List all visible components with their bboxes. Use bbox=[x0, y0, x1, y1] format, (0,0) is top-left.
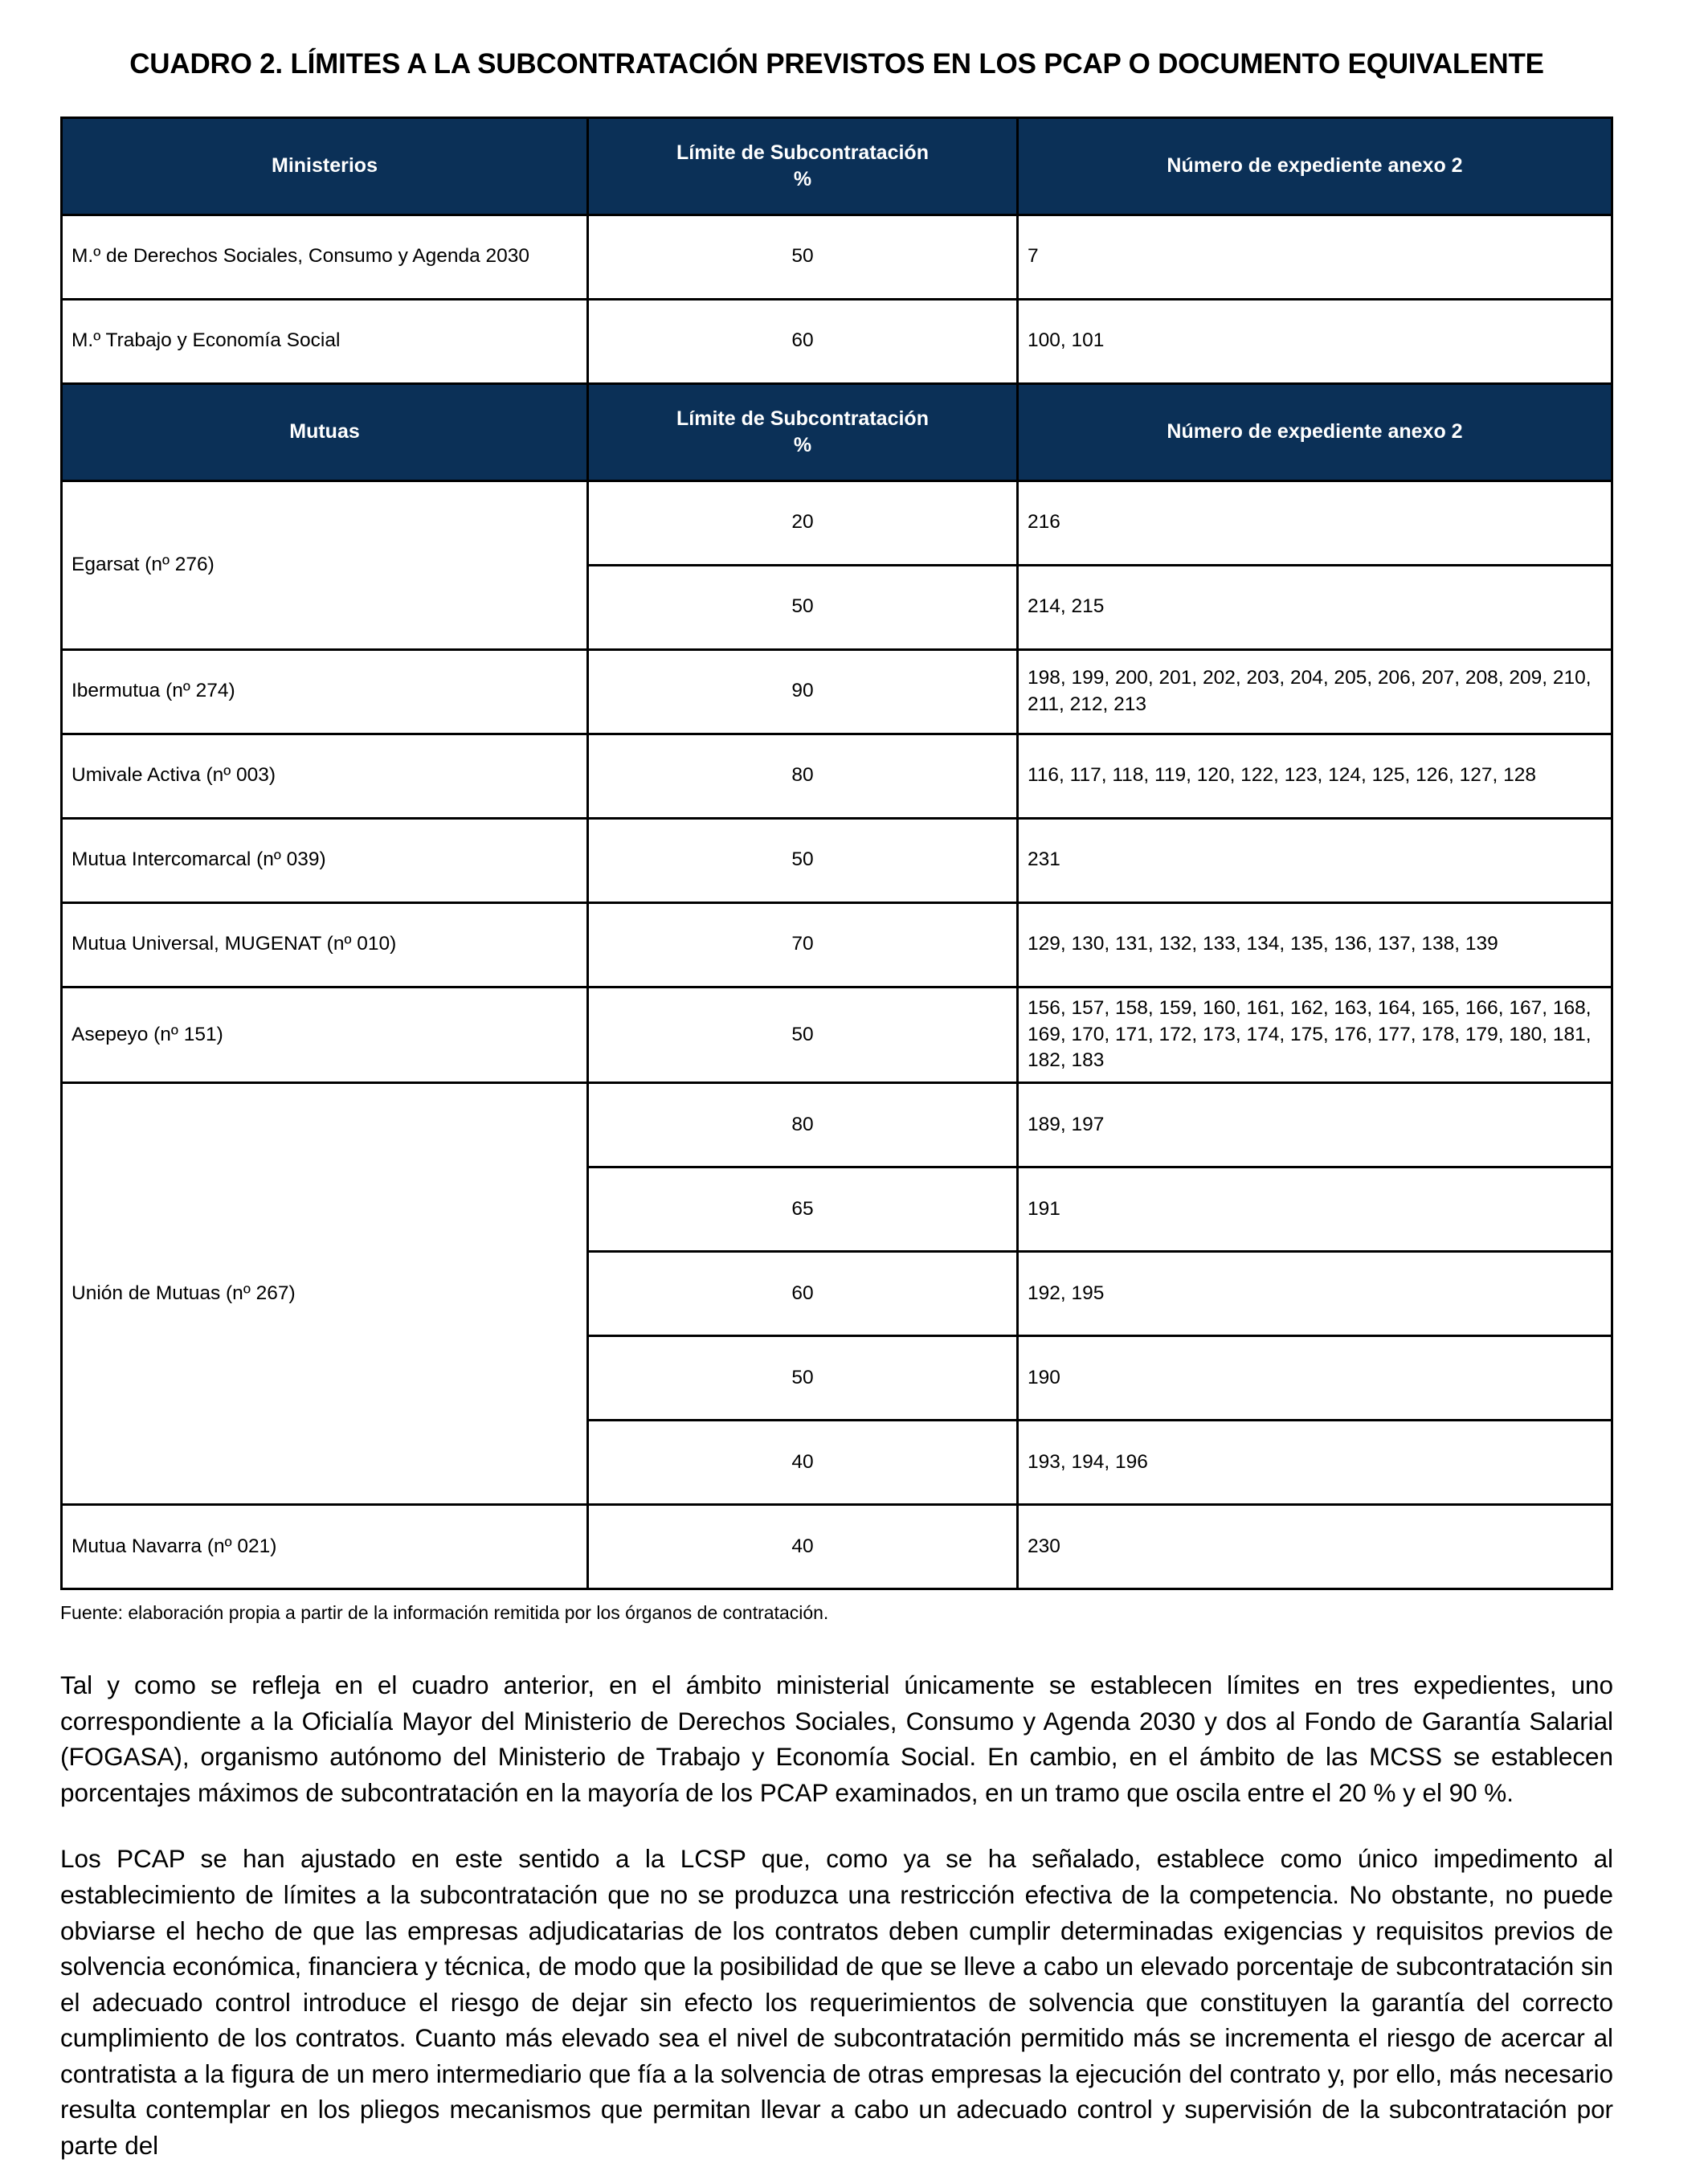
mutua-limite-cell: 80 bbox=[588, 734, 1018, 818]
header-row-ministerios bbox=[62, 117, 1612, 215]
body-paragraph: Tal y como se refleja en el cuadro anterior, en el ámbito ministerial únicamente se establecen límites en tres expedientes, uno correspondiente a la Oficialía Mayor del Ministerio de Derechos Sociales, Consumo y Agenda 2030 y dos al Fondo de Garantía Salarial (FOGASA), organismo autónomo del Ministerio de Trabajo y Economía Social. En cambio, en el ámbito de las MCSS se establecen porcentajes máximos de subcontratación en la mayoría de los PCAP examinados, en un tramo que oscila entre el 20 % y el 90 %. bbox=[60, 1670, 1613, 1807]
mutua-expediente-cell: 189, 197 bbox=[1018, 1083, 1612, 1167]
ministerio-limite-cell: 60 bbox=[588, 299, 1018, 383]
mutua-expediente-cell: 193, 194, 196 bbox=[1018, 1421, 1612, 1505]
mutua-expediente-cell: 231 bbox=[1018, 818, 1612, 902]
ministerio-expediente-cell: 7 bbox=[1018, 215, 1612, 299]
table-row bbox=[62, 734, 1612, 818]
column-header-limite-label: Límite de Subcontratación bbox=[676, 407, 929, 430]
column-header-expediente-mutuas: Número de expediente anexo 2 bbox=[1018, 383, 1612, 480]
column-header-limite-percent: % bbox=[793, 433, 812, 456]
mutua-limite-cell: 60 bbox=[588, 1252, 1018, 1336]
mutua-limite-cell: 65 bbox=[588, 1167, 1018, 1252]
mutua-name-cell: Mutua Intercomarcal (nº 039) bbox=[62, 818, 588, 902]
table-row bbox=[62, 649, 1612, 734]
page-title: CUADRO 2. LÍMITES A LA SUBCONTRATACIÓN PREVISTOS EN LOS PCAP O DOCUMENTO EQUIVALENTE bbox=[129, 48, 1544, 80]
mutua-limite-cell: 40 bbox=[588, 1505, 1018, 1589]
mutua-expediente-cell: 191 bbox=[1018, 1167, 1612, 1252]
table-container bbox=[60, 117, 1613, 1625]
table-row bbox=[62, 1505, 1612, 1589]
ministerio-expediente-cell: 100, 101 bbox=[1018, 299, 1612, 383]
mutua-expediente-cell: 198, 199, 200, 201, 202, 203, 204, 205, 206, 207, 208, 209, 210, 211, 212, 213 bbox=[1018, 649, 1612, 734]
table-row bbox=[62, 299, 1612, 383]
column-header-limite-percent: % bbox=[793, 167, 812, 190]
table-row bbox=[62, 480, 1612, 565]
mutua-expediente-cell: 190 bbox=[1018, 1336, 1612, 1421]
mutua-name-cell: Mutua Universal, MUGENAT (nº 010) bbox=[62, 902, 588, 987]
mutua-limite-cell: 70 bbox=[588, 902, 1018, 987]
mutua-expediente-cell: 156, 157, 158, 159, 160, 161, 162, 163, 164, 165, 166, 167, 168, 169, 170, 171, 172, 173, 174, 175, 176, 177, 178, 179, 180, 181, 182, 183 bbox=[1018, 987, 1612, 1082]
table-header-ministerios bbox=[62, 117, 1612, 215]
column-header-limite-label: Límite de Subcontratación bbox=[676, 141, 929, 164]
table-row bbox=[62, 987, 1612, 1082]
column-header-limite-ministerios bbox=[588, 117, 1018, 215]
mutua-expediente-cell: 216 bbox=[1018, 480, 1612, 565]
table-row bbox=[62, 818, 1612, 902]
ministerio-limite-cell: 50 bbox=[588, 215, 1018, 299]
mutua-limite-cell: 40 bbox=[588, 1421, 1018, 1505]
mutua-limite-cell: 90 bbox=[588, 649, 1018, 734]
column-header-expediente-ministerios: Número de expediente anexo 2 bbox=[1018, 117, 1612, 215]
column-header-ministerios: Ministerios bbox=[62, 117, 588, 215]
mutua-expediente-cell: 129, 130, 131, 132, 133, 134, 135, 136, 137, 138, 139 bbox=[1018, 902, 1612, 987]
subcontracting-limits-table bbox=[60, 117, 1613, 1590]
table-body bbox=[62, 215, 1612, 1589]
mutua-name-cell: Unión de Mutuas (nº 267) bbox=[62, 1083, 588, 1505]
header-row-mutuas bbox=[62, 383, 1612, 480]
column-header-limite-mutuas bbox=[588, 383, 1018, 480]
mutua-limite-cell: 50 bbox=[588, 818, 1018, 902]
mutua-limite-cell: 80 bbox=[588, 1083, 1018, 1167]
mutua-expediente-cell: 214, 215 bbox=[1018, 565, 1612, 649]
mutua-limite-cell: 20 bbox=[588, 480, 1018, 565]
table-row bbox=[62, 1083, 1612, 1167]
column-header-mutuas: Mutuas bbox=[62, 383, 588, 480]
mutua-name-cell: Mutua Navarra (nº 021) bbox=[62, 1505, 588, 1589]
mutua-expediente-cell: 116, 117, 118, 119, 120, 122, 123, 124, 125, 126, 127, 128 bbox=[1018, 734, 1612, 818]
mutua-name-cell: Asepeyo (nº 151) bbox=[62, 987, 588, 1082]
mutua-expediente-cell: 192, 195 bbox=[1018, 1252, 1612, 1336]
ministerio-name-cell: M.º Trabajo y Economía Social bbox=[62, 299, 588, 383]
source-note: Fuente: elaboración propia a partir de la información remitida por los órganos de contratación. bbox=[60, 1602, 829, 1624]
mutua-name-cell: Umivale Activa (nº 003) bbox=[62, 734, 588, 818]
body-paragraph: Los PCAP se han ajustado en este sentido a la LCSP que, como ya se ha señalado, establece como único impedimento al establecimiento de límites a la subcontratación que no se produzca una restricción efectiva de la competencia. No obstante, no puede obviarse el hecho de que las empresas adjudicatarias de los contratos deben cumplir determinadas exigencias y requisitos previos de solvencia económica, financiera y técnica, de modo que la posibilidad de que se lleve a cabo un elevado porcentaje de subcontratación sin el adecuado control introduce el riesgo de dejar sin efecto los requerimientos de solvencia que constituyen la garantía del correcto cumplimiento de los contratos. Cuanto más elevado sea el nivel de subcontratación permitido más se incrementa el riesgo de acercar al contratista a la figura de un mero intermediario que fía a la solvencia de otras empresas la ejecución del contrato y, por ello, más necesario resulta contemplar en los pliegos mecanismos que permitan llevar a cabo un adecuado control y supervisión de la subcontratación por parte del bbox=[60, 1844, 1613, 2160]
table-row bbox=[62, 215, 1612, 299]
mutua-limite-cell: 50 bbox=[588, 1336, 1018, 1421]
table-row bbox=[62, 902, 1612, 987]
mutua-limite-cell: 50 bbox=[588, 565, 1018, 649]
mutua-expediente-cell: 230 bbox=[1018, 1505, 1612, 1589]
mutua-limite-cell: 50 bbox=[588, 987, 1018, 1082]
body-text-section bbox=[60, 1667, 1613, 2163]
mutua-name-cell: Egarsat (nº 276) bbox=[62, 480, 588, 649]
ministerio-name-cell: M.º de Derechos Sociales, Consumo y Agenda 2030 bbox=[62, 215, 588, 299]
mutua-name-cell: Ibermutua (nº 274) bbox=[62, 649, 588, 734]
